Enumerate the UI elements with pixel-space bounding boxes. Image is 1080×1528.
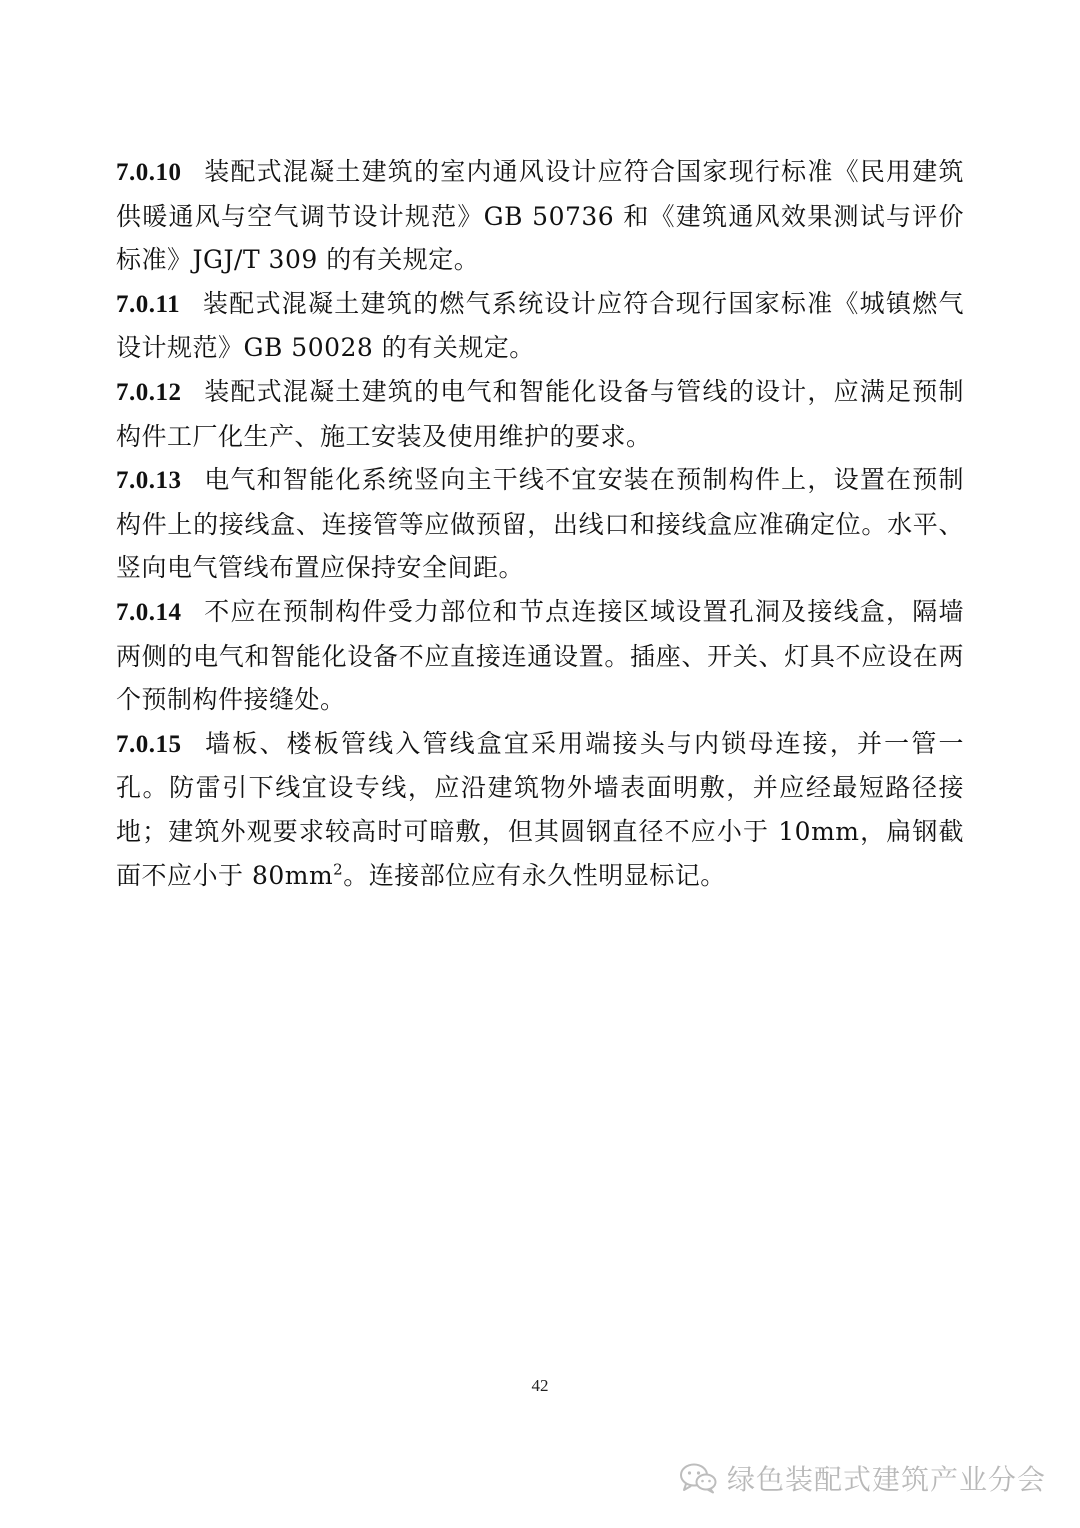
watermark-text: 绿色装配式建筑产业分会 bbox=[726, 1463, 1046, 1496]
clause-number: 7.0.14 bbox=[116, 598, 182, 626]
wechat-icon bbox=[679, 1462, 717, 1494]
clause-7-0-15 bbox=[116, 722, 964, 897]
clause-7-0-14 bbox=[116, 590, 964, 722]
superscript: 2 bbox=[333, 860, 344, 879]
clause-text: 装配式混凝土建筑的电气和智能化设备与管线的设计，应满足预制构件工厂化生产、施工安装及使用维护的要求。 bbox=[116, 376, 964, 451]
clause-7-0-12 bbox=[116, 370, 964, 458]
clause-text-part: 。连接部位应有永久性明显标记。 bbox=[343, 860, 726, 890]
clause-text: 不应在预制构件受力部位和节点连接区域设置孔洞及接线盒，隔墙两侧的电气和智能化设备不应直接连通设置。插座、开关、灯具不应设在两个预制构件接缝处。 bbox=[116, 596, 964, 715]
watermark bbox=[679, 1458, 1046, 1498]
clause-list bbox=[116, 150, 964, 897]
clause-number: 7.0.13 bbox=[116, 467, 182, 495]
clause-text: 电气和智能化系统竖向主干线不宜安装在预制构件上，设置在预制构件上的接线盒、连接管等应做预留，出线口和接线盒应准确定位。水平、竖向电气管线布置应保持安全间距。 bbox=[116, 465, 964, 583]
clause-7-0-13 bbox=[116, 458, 964, 590]
clause-text: 装配式混凝土建筑的燃气系统设计应符合现行国家标准《城镇燃气设计规范》GB 50028 的有关规定。 bbox=[116, 288, 964, 363]
clause-number: 7.0.11 bbox=[116, 290, 181, 318]
page-number: 42 bbox=[531, 1376, 549, 1395]
clause-text-part: 墙板、楼板管线入管线盒宜采用端接头与内锁母连接，并一管一孔。防雷引下线宜设专线，应沿建筑物外墙表面明敷，并应经最短路径接地；建筑外观要求较高时可暗敷，但其圆钢直径不应小于 10mm，扁钢截面不应小于 80mm bbox=[116, 728, 964, 890]
clause-number: 7.0.10 bbox=[116, 159, 182, 186]
clause-number: 7.0.15 bbox=[116, 730, 182, 758]
clause-7-0-10 bbox=[116, 150, 964, 282]
clause-7-0-11 bbox=[116, 282, 964, 370]
clause-text bbox=[116, 729, 964, 890]
clause-number: 7.0.12 bbox=[116, 378, 182, 406]
clause-text: 装配式混凝土建筑的室内通风设计应符合国家现行标准《民用建筑供暖通风与空气调节设计规范》GB 50736 和《建筑通风效果测试与评价标准》JGJ/T 309 的有关规定。 bbox=[116, 157, 964, 275]
